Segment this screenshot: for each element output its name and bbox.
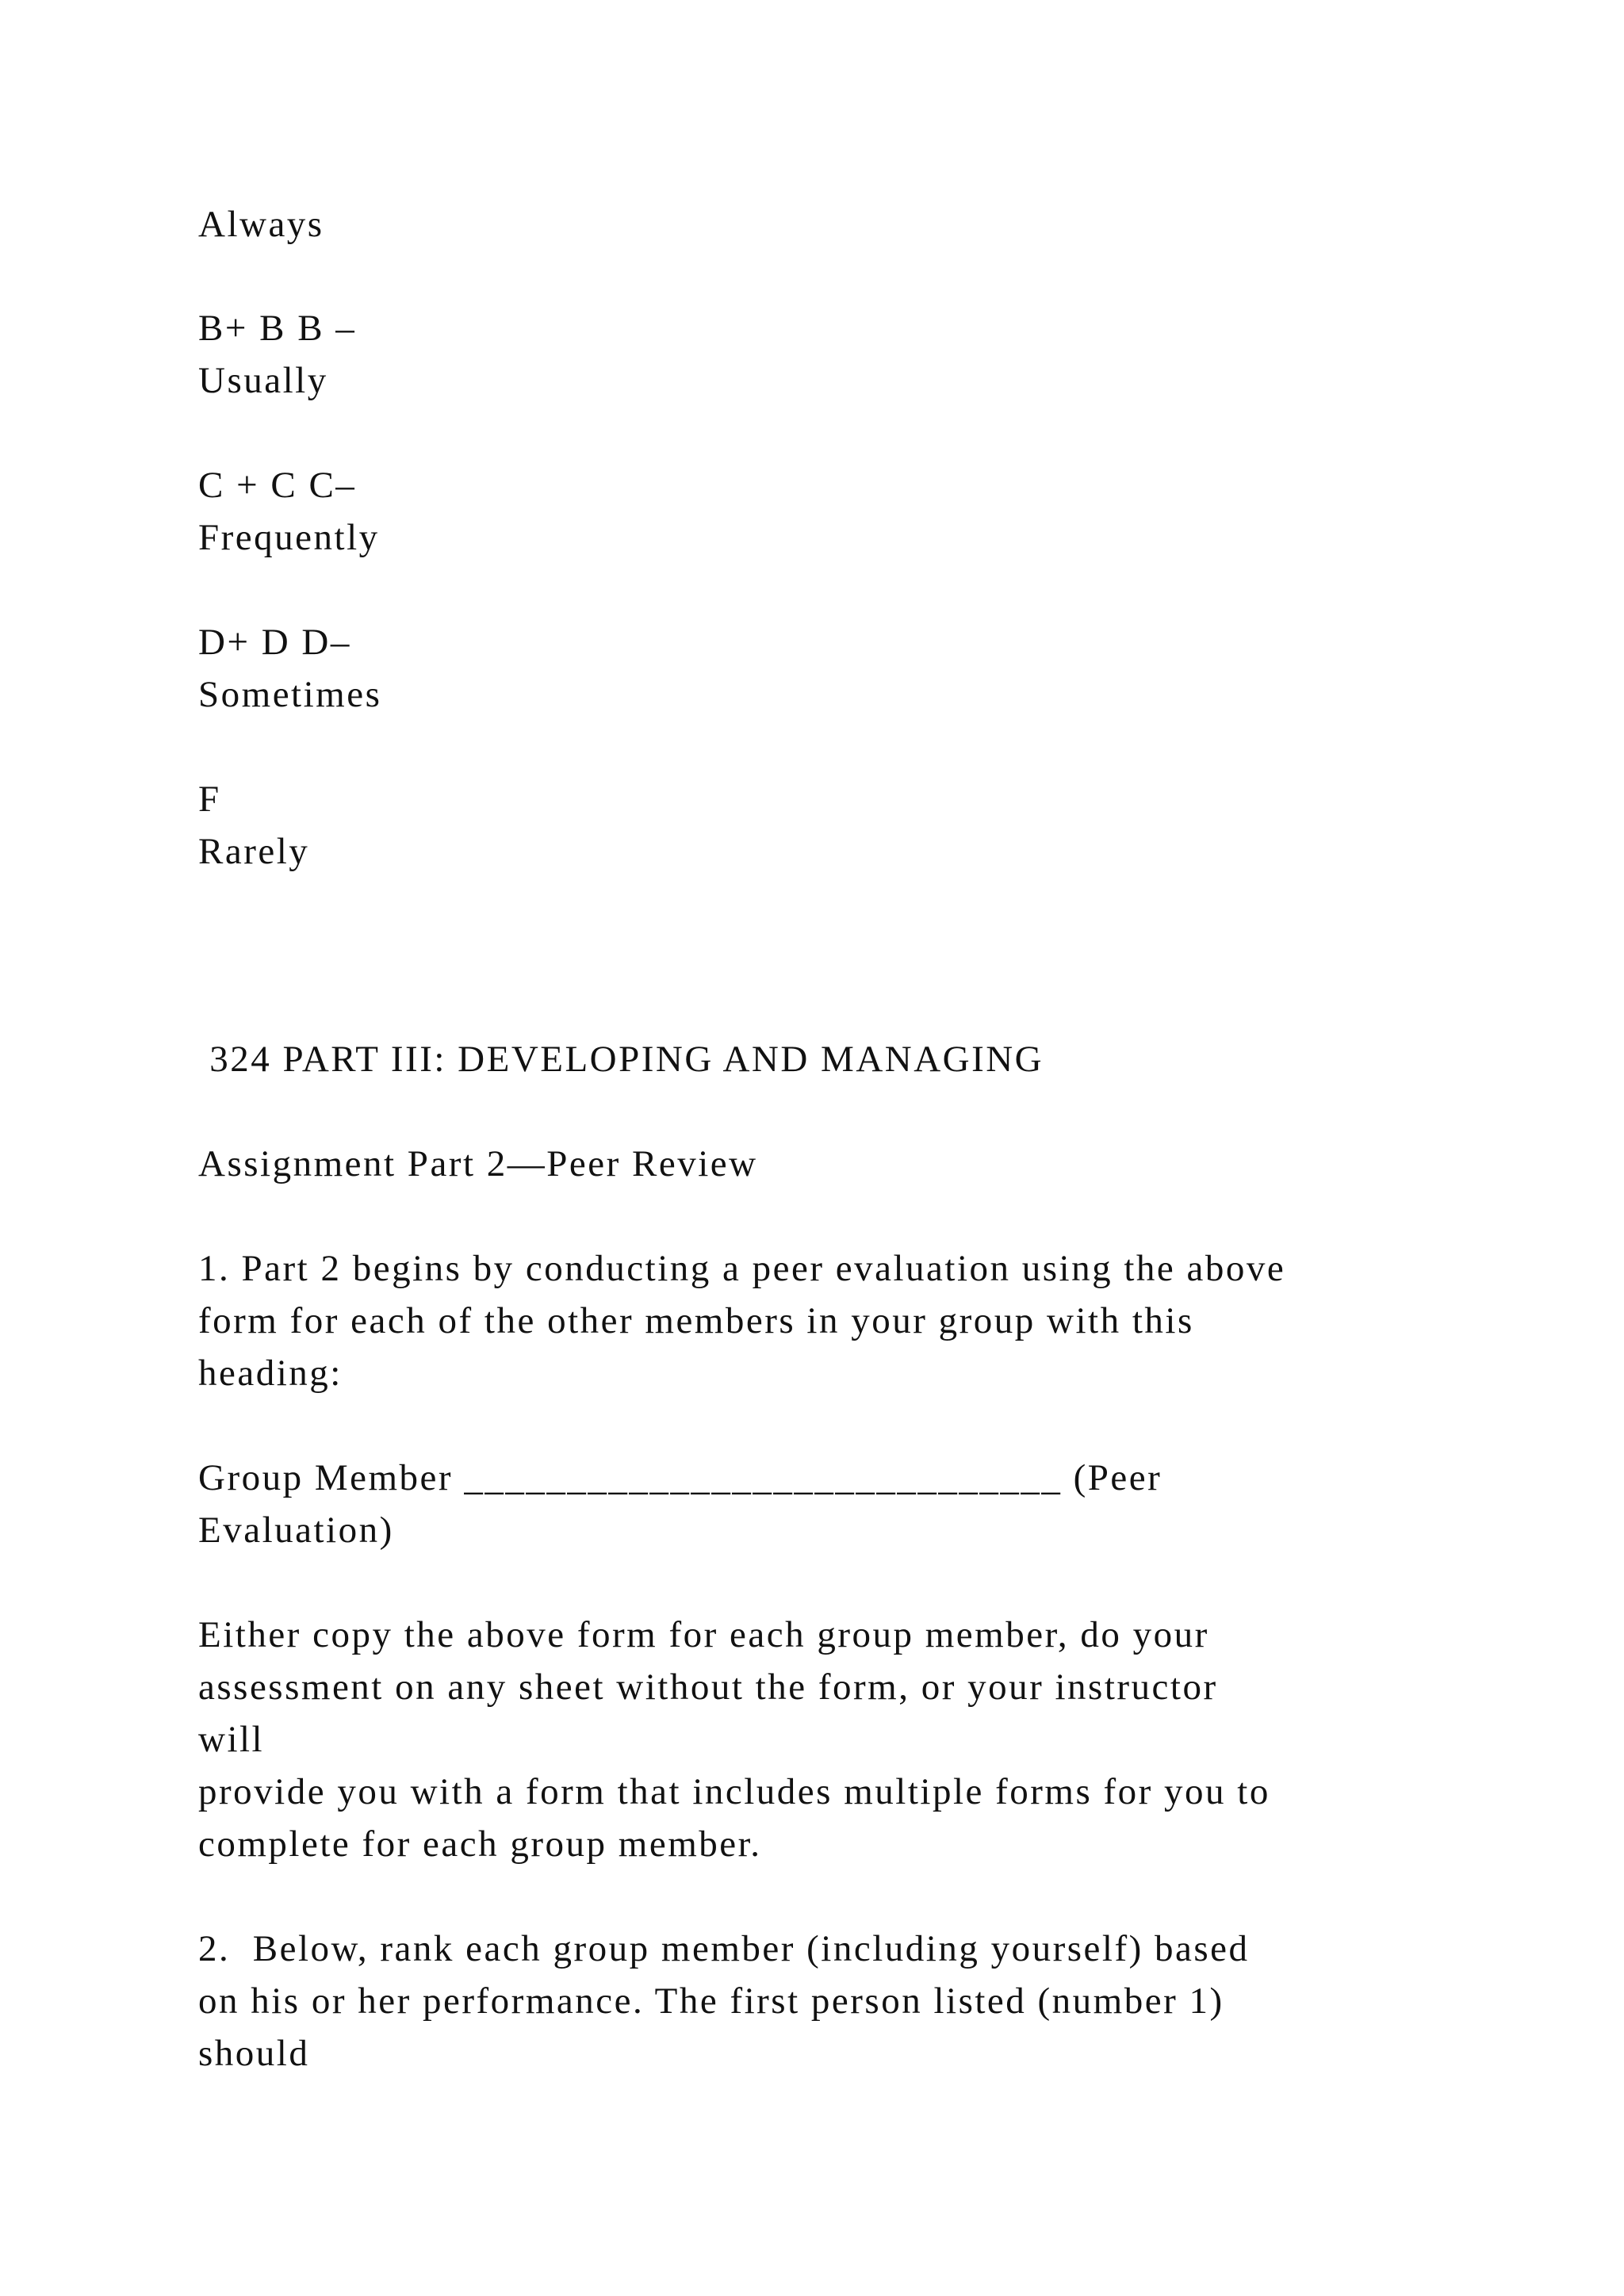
item1-line-2: form for each of the other members in your group with this — [198, 1300, 1194, 1341]
item2-line-2: on his or her performance. The first person listed (number 1) — [198, 1980, 1224, 2022]
running-header: 324 PART III: DEVELOPING AND MANAGING — [198, 1039, 1044, 1080]
assignment-title: Assignment Part 2—Peer Review — [198, 1143, 758, 1184]
instructions-line-3: will — [198, 1719, 265, 1760]
instructions-line-5: complete for each group member. — [198, 1823, 762, 1865]
instructions-line-1: Either copy the above form for each group member, do your — [198, 1614, 1209, 1655]
grade-scale-f-grade: F — [198, 779, 221, 820]
grade-scale-usually: Usually — [198, 360, 328, 401]
heading-template-line-2: Evaluation) — [198, 1510, 394, 1551]
instructions-line-4: provide you with a form that includes multiple forms for you to — [198, 1771, 1270, 1812]
item2-line-3: should — [198, 2033, 310, 2074]
heading-template-line-1: Group Member _____________________________ (Peer — [198, 1457, 1162, 1498]
instructions-line-2: assessment on any sheet without the form, or your instructor — [198, 1667, 1218, 1708]
grade-scale-d-grades: D+ D D– — [198, 622, 351, 663]
grade-scale-rarely: Rarely — [198, 831, 310, 872]
grade-scale-sometimes: Sometimes — [198, 674, 382, 715]
item1-line-3: heading: — [198, 1353, 343, 1394]
grade-scale-always: Always — [198, 204, 324, 245]
item2-line-1: 2. Below, rank each group member (including yourself) based — [198, 1928, 1250, 1969]
grade-scale-c-grades: C + C C– — [198, 465, 357, 506]
item1-line-1: 1. Part 2 begins by conducting a peer evaluation using the above — [198, 1248, 1286, 1289]
grade-scale-b-grades: B+ B B – — [198, 308, 357, 349]
grade-scale-frequently: Frequently — [198, 517, 380, 558]
